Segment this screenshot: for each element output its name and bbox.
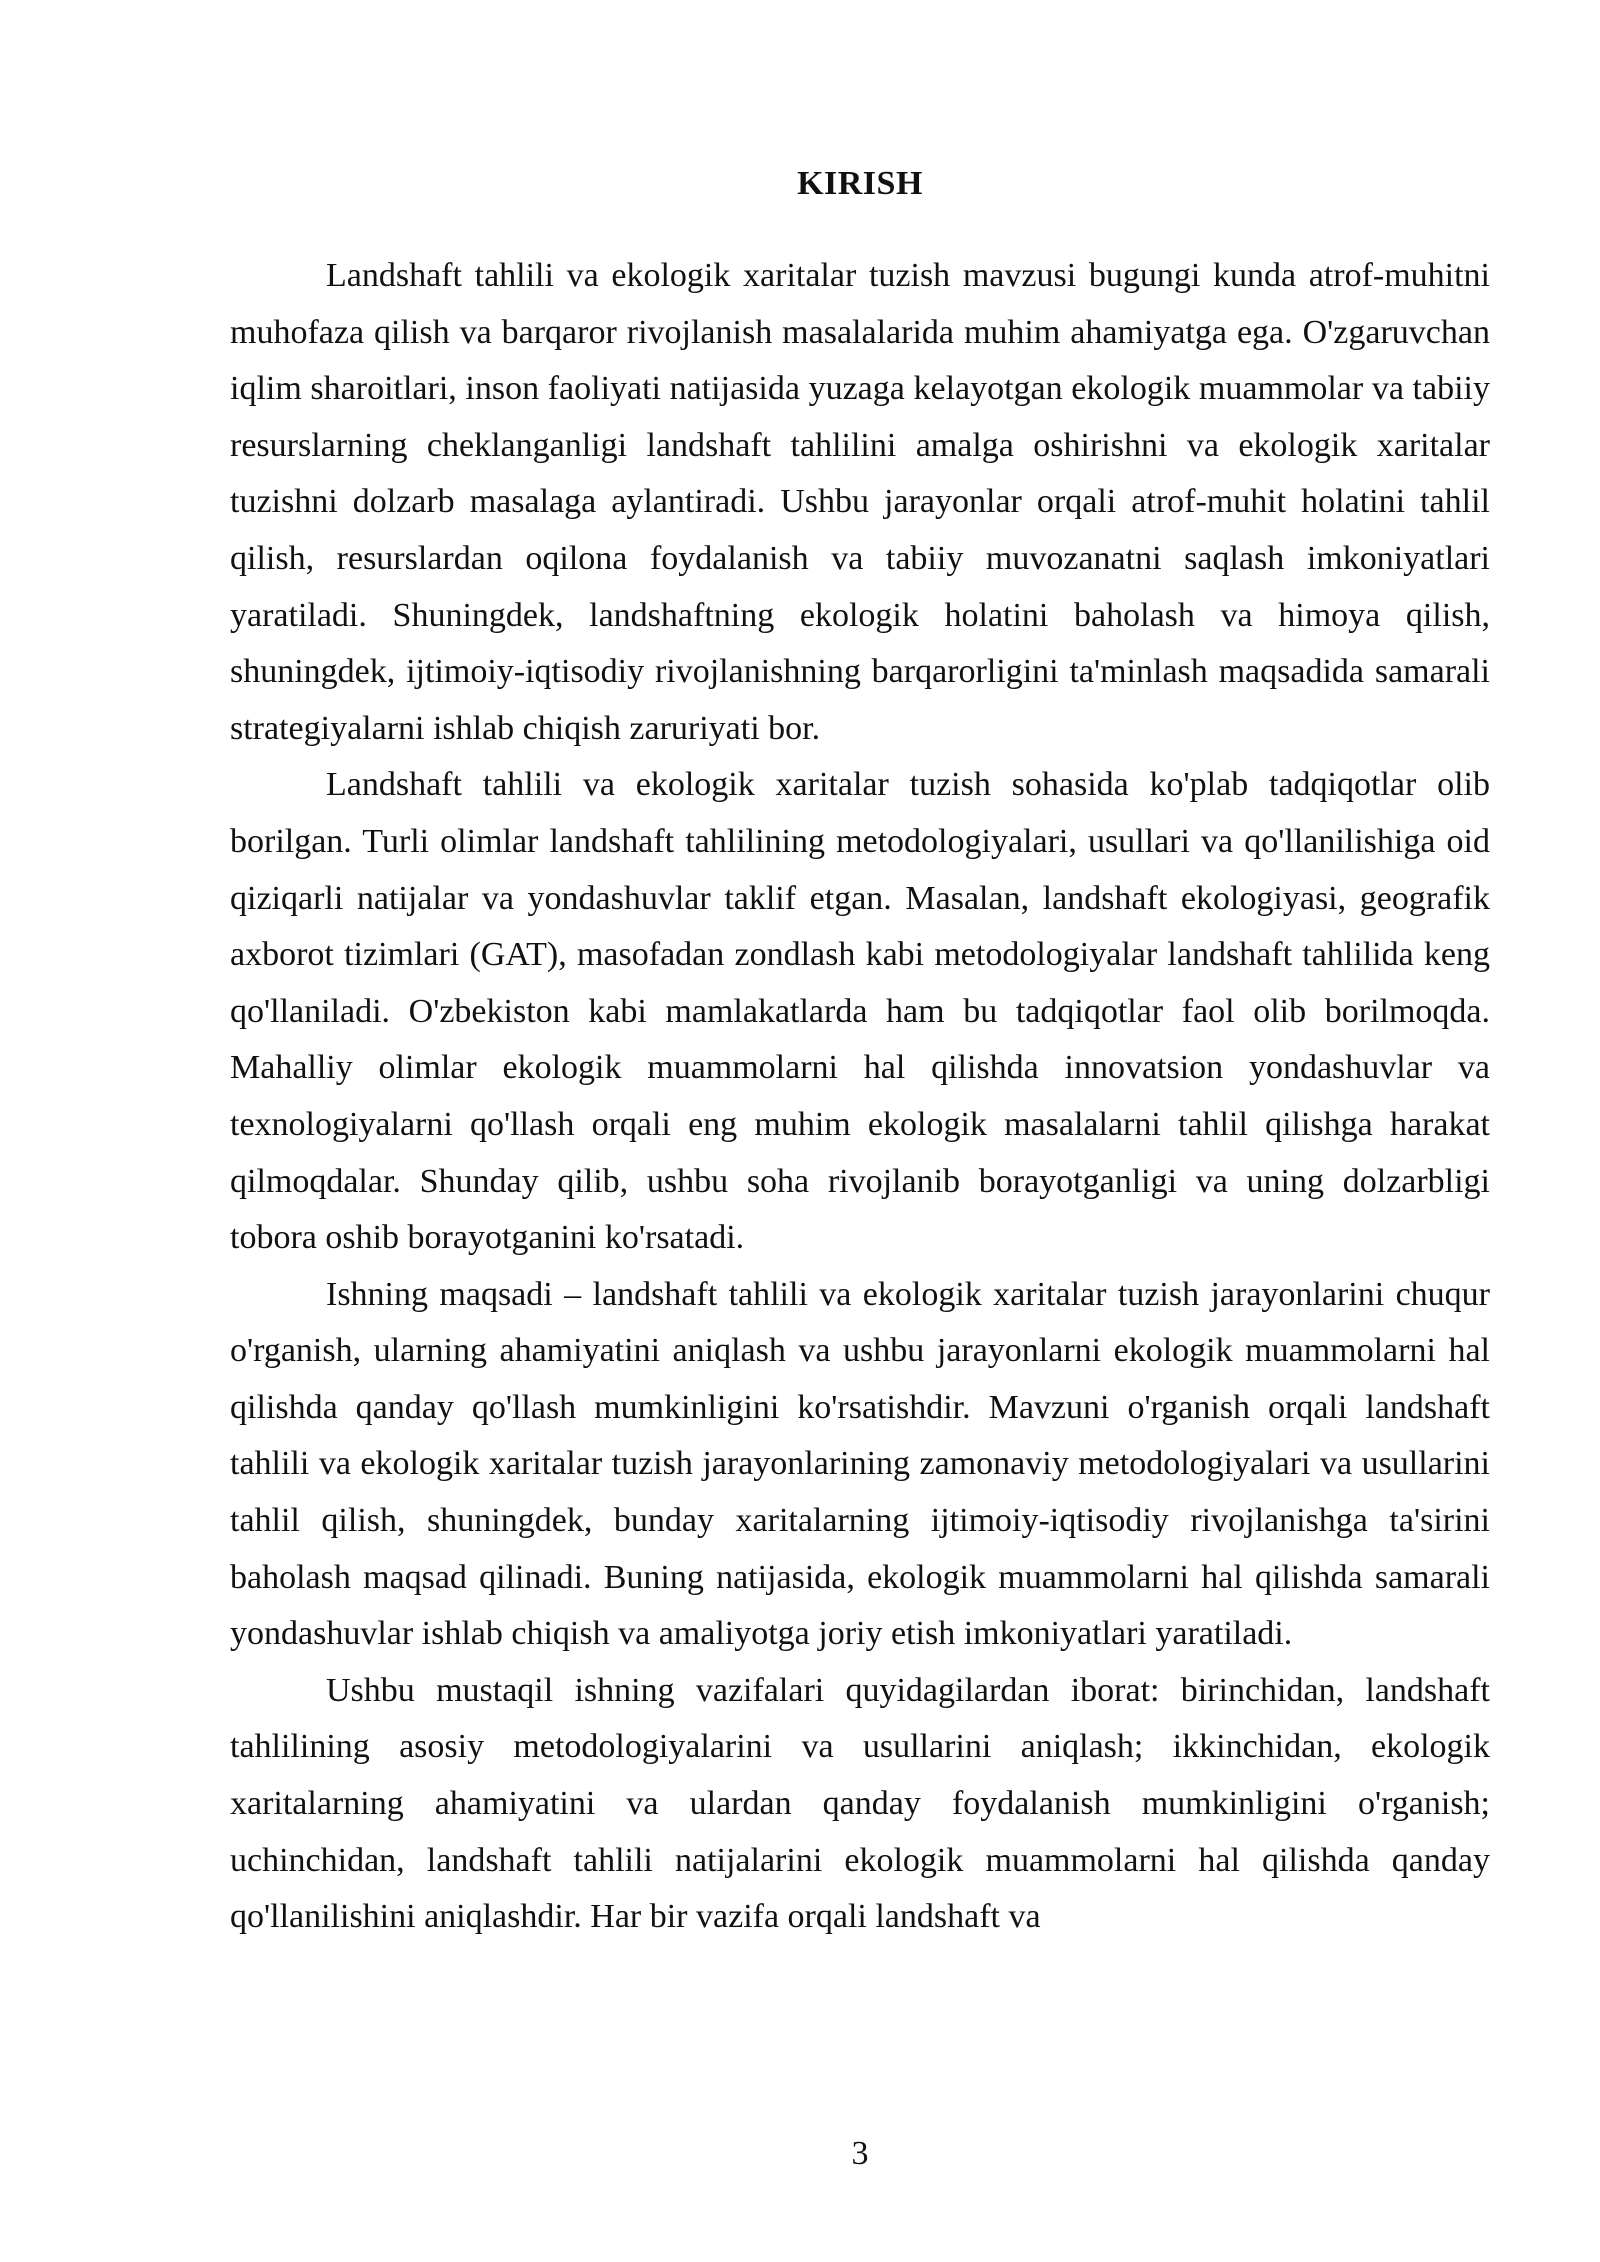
paragraph-research: Landshaft tahlili va ekologik xaritalar tuzish sohasida ko'plab tadqiqotlar olib borilgan. Turli olimlar landshaft tahlilining metodologiyalari, usullari va qo'llanilishiga oid qiziqarli natijalar va yondashuvlar taklif etgan. Masalan, landshaft ekologiyasi, geografik axborot tizimlari (GAT), masofadan zondlash kabi metodologiyalar landshaft tahlilida keng qo'llaniladi. O'zbekiston kabi mamlakatlarda ham bu tadqiqotlar faol olib borilmoqda. Mahalliy olimlar ekologik muammolarni hal qilishda innovatsion yondashuvlar va texnologiyalarni qo'llash orqali eng muhim ekologik masalalarni tahlil qilishga harakat qilmoqdalar. Shunday qilib, ushbu soha rivojlanib borayotganligi va uning dolzarbligi tobora oshib borayotganini ko'rsatadi. — [230, 766, 1490, 1257]
paragraph-intro: Landshaft tahlili va ekologik xaritalar tuzish mavzusi bugungi kunda atrof-muhitni muhofaza qilish va barqaror rivojlanish masalalarida muhim ahamiyatga ega. O'zgaruvchan iqlim sharoitlari, inson faoliyati natijasida yuzaga kelayotgan ekologik muammolar va tabiiy resurslarning cheklanganligi landshaft tahlilini amalga oshirishni va ekologik xaritalar tuzishni dolzarb masalaga aylantiradi. Ushbu jarayonlar orqali atrof-muhit holatini tahlil qilish, resurslardan oqilona foydalanish va tabiiy muvozanatni saqlash imkoniyatlari yaratiladi. Shuningdek, landshaftning ekologik holatini baholash va himoya qilish, shuningdek, ijtimoiy-iqtisodiy rivojlanishning barqarorligini ta'minlash maqsadida samarali strategiyalarni ishlab chiqish zaruriyati bor. — [230, 257, 1490, 747]
page-number: 3 — [851, 2135, 869, 2172]
paragraph-tasks: Ushbu mustaqil ishning vazifalari quyidagilardan iborat: birinchidan, landshaft tahlilining asosiy metodologiyalarini va usullarini aniqlash; ikkinchidan, ekologik xaritalarning ahamiyatini va ulardan qanday foydalanish mumkinligini o'rganish; uchinchidan, landshaft tahlili natijalarini ekologik muammolarni hal qilishda qanday qo'llanilishini aniqlashdir. Har bir vazifa orqali landshaft va — [230, 1671, 1490, 1936]
document-body — [230, 248, 1490, 1946]
section-heading: KIRISH — [797, 165, 923, 202]
paragraph-goal: Ishning maqsadi – landshaft tahlili va ekologik xaritalar tuzish jarayonlarini chuqur o'rganish, ularning ahamiyatini aniqlash va ushbu jarayonlarni ekologik muammolarni hal qilishda qanday qo'llash mumkinligini ko'rsatishdir. Mavzuni o'rganish orqali landshaft tahlili va ekologik xaritalar tuzish jarayonlarining zamonaviy metodologiyalari va usullarini tahlil qilish, shuningdek, bunday xaritalarning ijtimoiy-iqtisodiy rivojlanishga ta'sirini baholash maqsad qilinadi. Buning natijasida, ekologik muammolarni hal qilishda samarali yondashuvlar ishlab chiqish va amaliyotga joriy etish imkoniyatlari yaratiladi. — [230, 1275, 1490, 1653]
